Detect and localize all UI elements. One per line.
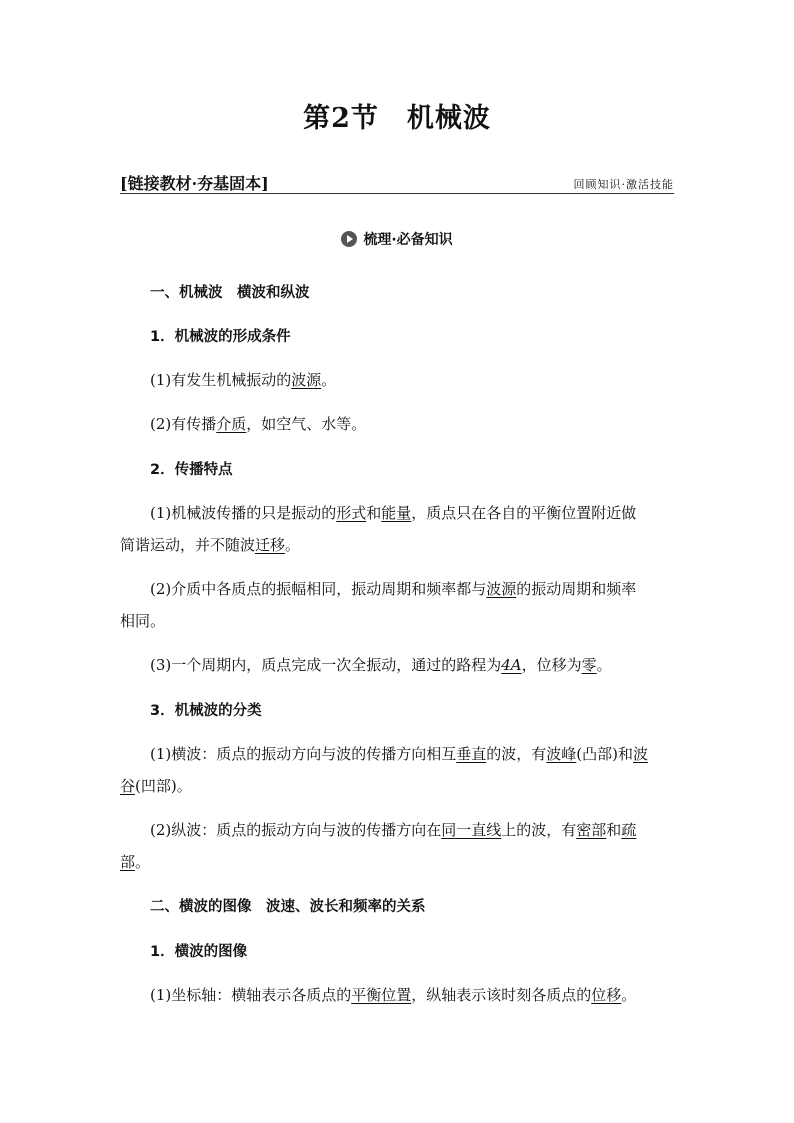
page-title: 第2节 机械波: [303, 103, 491, 134]
paragraph-6-cont: 谷(凹部)。: [120, 777, 192, 795]
paragraph-7: (2)纵波：质点的振动方向与波的传播方向在同一直线上的波，有密部和疏: [150, 821, 637, 839]
underlined-term: 同一直线: [441, 821, 502, 839]
paragraph-3-cont: 简谐运动，并不随波迁移。: [120, 536, 301, 554]
paragraph-4: (2)介质中各质点的振幅相同，振动周期和频率都与波源的振动周期和频率: [150, 580, 637, 598]
band-divider: [120, 193, 674, 194]
section-band-tag: 回顾知识·激活技能: [573, 178, 674, 191]
underlined-term: 波峰: [546, 745, 577, 763]
underlined-term: 能量: [381, 504, 412, 522]
paragraph-1: (1)有发生机械振动的波源。: [150, 371, 337, 389]
heading-1-2: 2．传播特点: [150, 462, 233, 478]
underlined-term: 介质: [216, 415, 247, 433]
underlined-term: 零: [581, 656, 597, 674]
underlined-term: 位移: [591, 986, 622, 1004]
underlined-term: 疏: [621, 821, 637, 839]
underlined-term: 部: [120, 853, 136, 871]
heading-1-3: 3．机械波的分类: [150, 703, 262, 719]
paragraph-4-cont: 相同。: [120, 612, 166, 630]
paragraph-8: (1)坐标轴：横轴表示各质点的平衡位置，纵轴表示该时刻各质点的位移。: [150, 986, 637, 1004]
underlined-term: 波: [633, 745, 649, 763]
paragraph-2: (2)有传播介质，如空气、水等。: [150, 415, 367, 433]
heading-1: 一、机械波 横波和纵波: [150, 285, 310, 301]
underlined-term: 波源: [291, 371, 322, 389]
underlined-term: 垂直: [456, 745, 487, 763]
heading-2: 二、横波的图像 波速、波长和频率的关系: [150, 899, 426, 915]
underlined-term: 迁移: [255, 536, 286, 554]
underlined-term: 波源: [486, 580, 517, 598]
underlined-term: 形式: [336, 504, 367, 522]
paragraph-5: (3)一个周期内，质点完成一次全振动，通过的路程为4A，位移为零。: [150, 656, 612, 674]
underlined-term: 密部: [576, 821, 607, 839]
heading-1-1: 1．机械波的形成条件: [150, 329, 291, 345]
underlined-term: 4A: [501, 656, 522, 674]
heading-2-1: 1．横波的图像: [150, 944, 248, 960]
underlined-term: 谷: [120, 777, 136, 795]
paragraph-7-cont: 部。: [120, 853, 151, 871]
underlined-term: 平衡位置: [351, 986, 412, 1004]
subtitle-text: 梳理·必备知识: [363, 232, 453, 248]
section-band-label: [链接教材·夯基固本]: [120, 174, 269, 193]
paragraph-3: (1)机械波传播的只是振动的形式和能量，质点只在各自的平衡位置附近做: [150, 504, 637, 522]
subtitle: [0, 229, 794, 249]
paragraph-6: (1)横波：质点的振动方向与波的传播方向相互垂直的波，有波峰(凸部)和波: [150, 745, 649, 763]
play-icon: [341, 231, 357, 247]
